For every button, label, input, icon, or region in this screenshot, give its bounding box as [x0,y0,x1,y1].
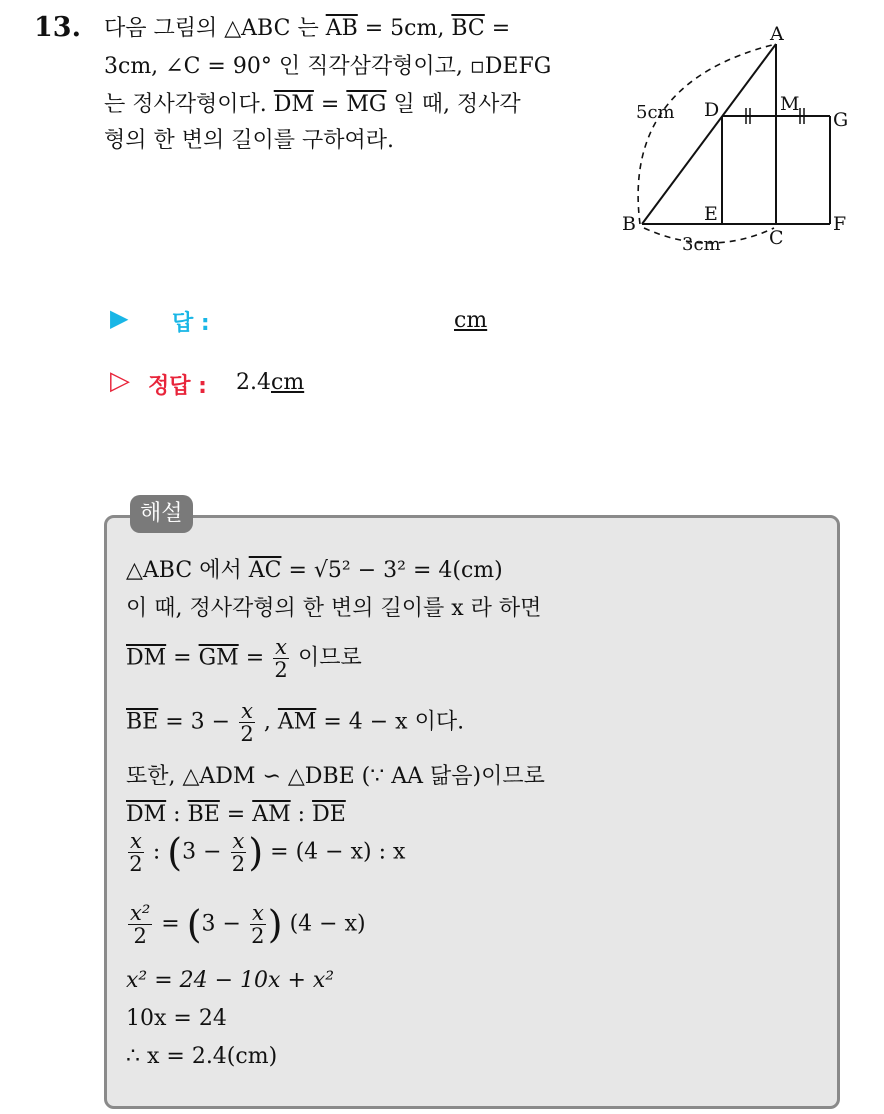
sol-text: , [256,709,278,735]
question-text: 는 정사각형이다. [104,92,274,117]
solution-line-3 [126,636,362,681]
question-line-3 [104,88,521,122]
segment-de: $\overline{DE}$ [312,802,346,827]
segment-be: $\overline{BE}$ [126,709,159,735]
correct-arrow-icon: ▷ [110,366,130,396]
question-text: 다음 그림의 △ABC 는 [104,16,326,41]
question-line-2: 3cm, ∠C = 90° 인 직각삼각형이고, ▫DEFG [104,54,552,79]
answer-label: 답 : [172,311,210,336]
fraction: $\frac{\text{x²}}{2}$ [130,901,151,948]
sol-text: : [145,839,168,865]
label-d: D [704,99,720,121]
solution-line-6 [126,800,346,830]
question-line-1 [104,12,510,46]
segment-ab: $\overline{AB}$ [325,16,358,41]
sol-text: 이므로 [290,645,362,671]
label-a: A [770,23,784,45]
label-f: F [833,213,847,235]
label-m: M [780,93,800,115]
fraction: $\frac{x}{2}$ [231,829,246,876]
question-text: 일 때, 정사각 [386,92,521,117]
label-g: G [833,109,849,131]
label-e: E [704,203,718,225]
fraction: $\frac{x}{2}$ [251,901,265,948]
geometry-figure [612,22,872,262]
solution-line-8: $\frac{\text{x²}}{2}$ = (3 − $\frac{x}{2}$ ) (4 − x) [130,901,366,948]
question-text: = [484,16,511,41]
label-c: C [769,227,784,249]
segment-am: $\overline{AM}$ [252,802,291,827]
correct-row [110,366,130,396]
solution-line-4 [126,700,464,745]
segment-ac: $\overline{AC}$ [248,558,282,583]
solution-line-5: 또한, △ADM ∽ △DBE (∵ AA 닮음)이므로 [126,764,545,789]
sol-text: = √5² − 3² = 4(cm) [281,558,503,583]
segment-dm: $\overline{DM}$ [126,645,167,671]
solution-line-11: ∴ x = 2.4(cm) [126,1044,278,1069]
sol-text: 3 − [201,911,248,937]
sol-text: 3 − [182,839,229,865]
segment-be: $\overline{BE}$ [187,802,220,827]
segment-am: $\overline{AM}$ [277,709,317,735]
answer-arrow-icon: ▶ [110,304,129,332]
solution-line-9: x² = 24 − 10x + x² [126,968,335,993]
segment-mg: $\overline{MG}$ [346,92,387,117]
correct-value: 2.4 [236,370,271,395]
question-text: = 5cm, [357,16,452,41]
solution-line-7: $\frac{x}{2}$ : (3 − $\frac{x}{2}$ ) = (4 − x) : x [129,829,406,876]
question-line-4: 형의 한 변의 길이를 구하여라. [104,128,394,153]
sol-text: : [290,802,313,827]
sol-text: (4 − x) [282,911,366,937]
solution-line-10: 10x = 24 [126,1006,227,1031]
sol-text: = [238,645,272,671]
sol-text: = (4 − x) : x [263,839,406,865]
label-ab-length: 5cm [636,102,675,123]
fraction: $\frac{x}{2}$ [129,829,143,876]
sol-text: : [166,802,188,827]
answer-unit: cm [454,308,488,333]
segment-gm: $\overline{GM}$ [198,645,239,671]
question-number: 13. [34,12,81,43]
solution-line-1 [126,556,503,586]
fraction: $\frac{x}{2}$ [274,635,288,682]
correct-label: 정답 : [148,374,207,399]
segment-bc: $\overline{BC}$ [451,16,485,41]
correct-answer [236,370,304,395]
sol-text: = 3 − [158,709,238,735]
segment-dm: $\overline{DM}$ [126,802,167,827]
side-ab [642,44,776,224]
label-bc-length: 3cm [682,234,721,255]
correct-unit: cm [271,370,305,395]
solution-badge: 해설 [130,495,193,533]
sol-text: = 4 − x 이다. [316,709,465,735]
solution-line-2: 이 때, 정사각형의 한 변의 길이를 x 라 하면 [126,596,542,621]
question-text: = [313,92,347,117]
segment-dm: $\overline{DM}$ [273,92,314,117]
sol-text: = [166,645,199,671]
fraction: $\frac{x}{2}$ [240,699,254,746]
sol-text: △ABC 에서 [126,558,249,583]
label-b: B [622,213,636,235]
answer-row [110,304,128,332]
sol-text: = [219,802,253,827]
sol-text: = [154,911,187,937]
